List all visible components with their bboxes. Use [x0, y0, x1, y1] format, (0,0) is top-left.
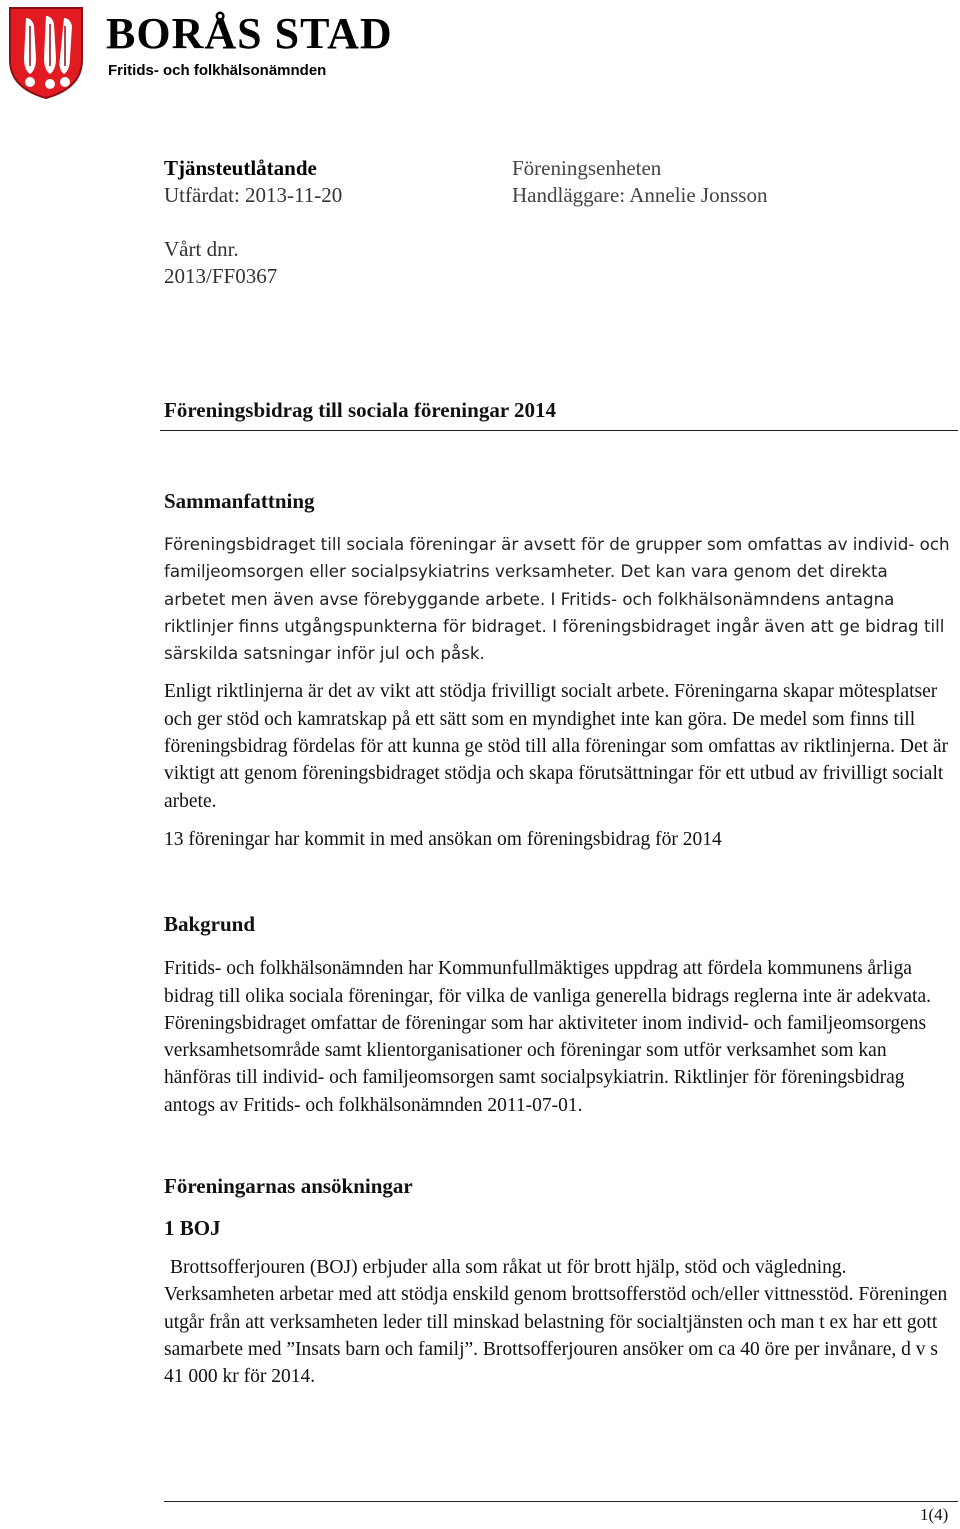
summary-sans-run-2: Det kan vara genom det direkta arbetet men även avse förebyggande arbete.: [164, 561, 888, 609]
issued-date: Utfärdat: 2013-11-20: [164, 183, 343, 207]
summary-heading: Sammanfattning: [164, 489, 315, 513]
summary-paragraph-3: 13 föreningar har kommit in med ansökan om föreningsbidrag för 2014: [164, 828, 722, 850]
page-number: 1(4): [920, 1505, 949, 1524]
application-1-heading: 1 BOJ: [164, 1216, 221, 1241]
summary-sans-run-3: I Fritids- och folkhälsonämndens antagna riktlinjer finns utgångspunkterna för bidraget. I föreningsbidraget ingår även att ge bidrag till särskilda satsningar inför jul och påsk.: [164, 588, 945, 664]
background-paragraph: Fritids- och folkhälsonämnden har Kommunfullmäktiges uppdrag att fördela kommunens årliga bidrag till olika sociala föreningar, för vilka de vanliga generella bidrags reglerna inte är adekvata. Föreningsbidraget omfattar de föreningar som har aktiviteter inom individ- och familjeomsorgens verksamhetsområde samt klientorganisationer och föreningar som utför verksamhet som kan hänföras till individ- och familjeomsorgen samt socialpsykiatrin. Riktlinjer för föreningsbidrag antogs av Fritids- och folkhälsonämnden 2011-07-01.: [164, 958, 931, 1116]
borås-crest-icon: [6, 4, 86, 100]
title-divider: [160, 430, 958, 431]
summary-sans-run: Föreningsbidraget till sociala föreningar är avsett för de grupper som omfattas av individ- och familjeomsorgen eller socialpsykiatrins verksamheter.: [164, 534, 950, 582]
document-body: [164, 486, 954, 1391]
background-heading: Bakgrund: [164, 912, 256, 937]
reference-number: [164, 236, 277, 290]
dnr-value: 2013/FF0367: [164, 264, 278, 288]
document-title: Föreningsbidrag till sociala föreningar 2014: [164, 398, 557, 422]
summary-paragraph-2: Enligt riktlinjerna är det av vikt att stödja frivilligt socialt arbete. Föreningarna skapar mötesplatser och ger stöd och kamratskap på ett sätt som en myndighet inte kan göra. De medel som finns till föreningsbidrag fördelas för att kunna ge stöd till alla föreningar som omfattas av riktlinjerna. Det är viktigt att genom föreningsbidraget stödja och skapa förutsättningar för ett utbud av frivilligt socialt arbete.: [164, 681, 949, 812]
letterhead: [6, 4, 426, 100]
dnr-label: Vårt dnr.: [164, 237, 239, 261]
application-1-text: Brottsofferjouren (BOJ) erbjuder alla som råkat ut för brott hjälp, stöd och vägledning. Verksamheten arbetar med att stödja enskild genom brottsofferstöd och/eller vittnesstöd. Föreningen utgår från att verksamheten leder till minskad belastning för socialtjänsten och man t ex har ett gott samarbete med ”Insats barn och familj”. Brottsofferjouren ansöker om ca 40 öre per invånare, d v s 41 000 kr för 2014.: [164, 1257, 948, 1388]
footer-divider: [164, 1501, 958, 1502]
org-name: BORÅS STAD: [106, 9, 393, 58]
meta-right: [512, 155, 767, 209]
doc-type: Tjänsteutlåtande: [164, 156, 317, 180]
unit-name: Föreningsenheten: [512, 156, 662, 180]
handler-name: Handläggare: Annelie Jonsson: [512, 183, 768, 207]
dept-name: Fritids- och folkhälsonämnden: [108, 62, 327, 79]
meta-left: [164, 155, 342, 209]
summary-paragraph-1: [164, 531, 954, 667]
applications-heading: Föreningarnas ansökningar: [164, 1174, 413, 1199]
